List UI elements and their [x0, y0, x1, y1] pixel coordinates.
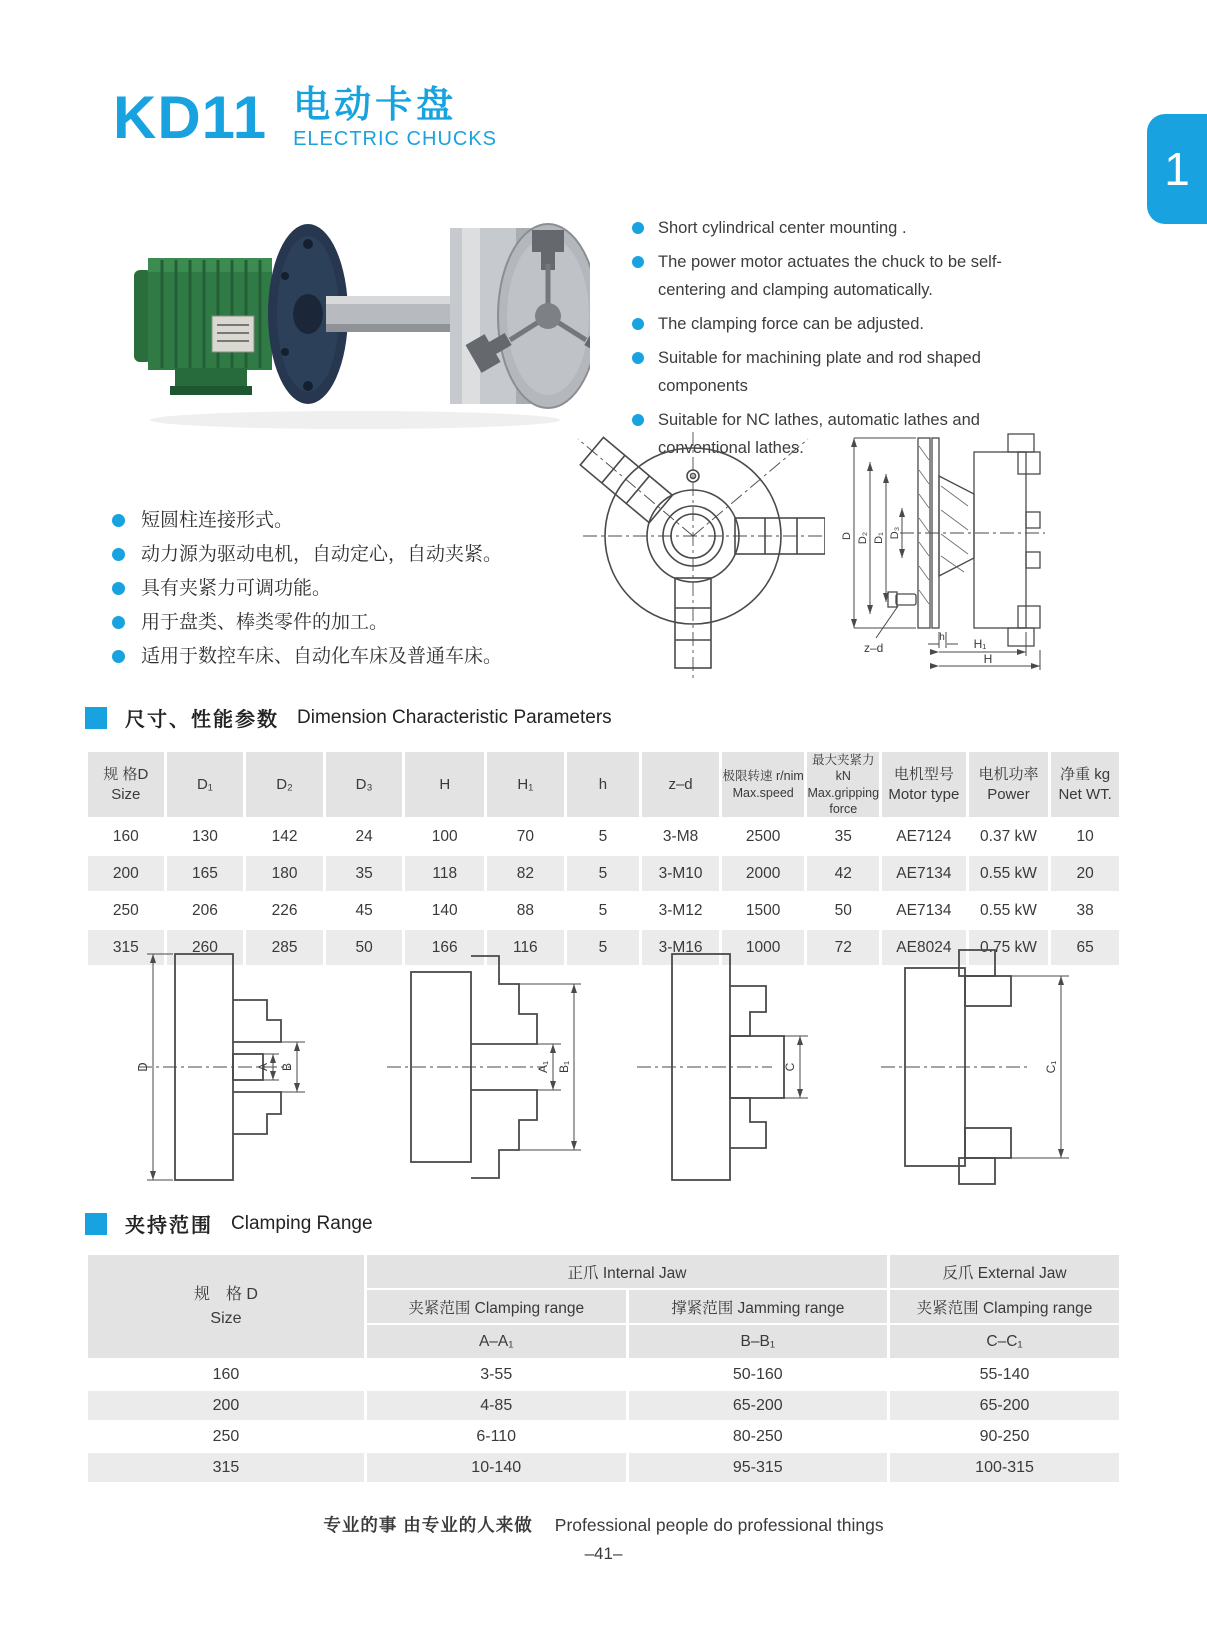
table-cell: 250: [212, 1427, 240, 1445]
table-cell: 5: [598, 827, 608, 845]
table-cell: 10: [1076, 827, 1094, 845]
table-header-cell: 规 格 D Size: [88, 1255, 364, 1358]
table-header-cell: 夹紧范围 Clamping range: [367, 1290, 626, 1323]
bullet-dot-icon: [112, 650, 125, 663]
feature-text: Short cylindrical center mounting .: [658, 219, 907, 237]
bullet-dot-icon: [632, 352, 644, 364]
clamping-range-table: [85, 1253, 1122, 1484]
product-title: [293, 86, 497, 151]
table-cell: 2500: [745, 827, 781, 845]
table-cell: 100-315: [890, 1453, 1119, 1482]
table-cell: 0.55 kW: [969, 856, 1049, 891]
dim-label: H₁: [973, 637, 987, 651]
feature-item: [632, 344, 1032, 400]
table-cell: 250: [112, 901, 139, 919]
table-header-cell: D₂: [246, 752, 323, 817]
bullet-dot-icon: [632, 222, 644, 234]
section-title-en: Dimension Characteristic Parameters: [297, 706, 612, 728]
feature-text: 具有夹紧力可调功能。: [141, 578, 332, 599]
feature-item: [112, 572, 572, 606]
dim-label: B₁: [557, 1060, 571, 1074]
table-cell: 4-85: [367, 1391, 626, 1420]
model-code: KD11: [113, 84, 268, 151]
table-header-cell: 电机功率 Power: [969, 752, 1049, 817]
table-row: [88, 1453, 1119, 1482]
table-cell: 80-250: [732, 1427, 783, 1445]
table-cell: 72: [807, 930, 879, 965]
feature-text: The clamping force can be adjusted.: [658, 315, 924, 333]
feature-text: Suitable for machining plate and rod shaped components: [658, 349, 981, 395]
section-title-en: Clamping Range: [231, 1212, 373, 1234]
feature-text: The power motor actuates the chuck to be self-centering and clamping automatically.: [658, 253, 1002, 299]
table-cell: 315: [88, 930, 164, 965]
table-header-cell: D₃: [326, 752, 403, 817]
footer-slogan: [0, 1512, 1207, 1537]
table-header-cell: 极限转速 r/nim Max.speed: [722, 752, 805, 817]
table-header-cell: A–A₁: [367, 1325, 626, 1358]
dimension-table: [85, 750, 1122, 967]
section-title-zh: 尺寸、性能参数: [125, 709, 279, 731]
feature-item: [632, 310, 1032, 338]
table-cell: 1000: [722, 930, 805, 965]
bullet-dot-icon: [112, 514, 125, 527]
table-cell: 260: [167, 930, 244, 965]
table-cell: 2000: [722, 856, 805, 891]
bullet-dot-icon: [112, 548, 125, 561]
dim-label: D₃: [889, 526, 901, 540]
feature-text: Suitable for NC lathes, automatic lathes and conventional lathes.: [658, 411, 980, 457]
table-header-cell: H: [405, 752, 484, 817]
product-title-zh: 电动卡盘: [293, 84, 458, 125]
bullet-dot-icon: [632, 256, 644, 268]
table-row: [88, 1422, 1119, 1451]
footer-slogan-zh: 专业的事 由专业的人来做: [323, 1515, 533, 1535]
feature-item: [632, 248, 1032, 304]
table-cell: 165: [167, 856, 244, 891]
table-cell: 6-110: [476, 1427, 517, 1445]
dim-label: C: [783, 1062, 797, 1072]
section-marker-icon: [85, 707, 107, 729]
product-photo: [120, 198, 590, 438]
bullet-dot-icon: [632, 414, 644, 426]
feature-item: [112, 504, 572, 538]
dim-label: C₁: [1044, 1060, 1058, 1074]
section-marker-icon: [85, 1213, 107, 1235]
table-header-cell: 撑紧范围 Jamming range: [629, 1290, 888, 1323]
dim-label: D: [135, 1062, 150, 1072]
table-header-cell: 最大夹紧力 kN Max.gripping force: [807, 753, 880, 816]
table-row: [88, 1360, 1119, 1389]
table-cell: 166: [405, 930, 484, 965]
table-cell: 10-140: [367, 1453, 626, 1482]
table-cell: 315: [88, 1453, 364, 1482]
table-cell: 55-140: [979, 1365, 1030, 1383]
dim-label: D: [841, 532, 853, 540]
table-header-cell: H₁: [487, 752, 564, 817]
table-header-row: [88, 1255, 1119, 1288]
table-header-cell: 正爪 Internal Jaw: [367, 1255, 887, 1288]
table-header-cell: 夹紧范围 Clamping range: [890, 1290, 1119, 1323]
table-cell: 38: [1076, 901, 1094, 919]
table-cell: 3-M12: [658, 901, 703, 919]
table-cell: 50-160: [732, 1365, 783, 1383]
chuck-front-view-drawing: [575, 428, 825, 683]
table-cell: 50: [326, 930, 403, 965]
dim-label: h: [939, 632, 945, 643]
table-row: [88, 819, 1119, 854]
feature-text: 用于盘类、棒类零件的加工。: [141, 612, 389, 633]
table-header-cell: z–d: [642, 752, 719, 817]
table-cell: 1500: [745, 901, 781, 919]
table-cell: 0.55 kW: [980, 901, 1037, 919]
table-header-cell: D₁: [167, 752, 244, 817]
bullet-dot-icon: [112, 616, 125, 629]
table-cell: 180: [246, 856, 323, 891]
dim-label: D₂: [857, 531, 869, 545]
table-header-cell: 净重 kg Net WT.: [1051, 752, 1119, 817]
chapter-number: 1: [1164, 143, 1190, 195]
table-row: [88, 893, 1119, 928]
page-header: [113, 86, 497, 151]
feature-list-zh: [112, 504, 572, 674]
table-row: [88, 856, 1119, 891]
table-cell: 200: [88, 1391, 364, 1420]
clamping-range-drawings: [85, 942, 1122, 1194]
table-cell: 90-250: [979, 1427, 1030, 1445]
table-cell: 65-200: [629, 1391, 888, 1420]
clamp-drawing-internal-jaw-extended: [375, 942, 590, 1192]
table-header-cell: B–B₁: [629, 1325, 888, 1358]
table-cell: AE7134: [882, 856, 966, 891]
chapter-tab: [1147, 114, 1207, 224]
table-cell: 226: [271, 901, 298, 919]
dim-label: B: [280, 1062, 294, 1072]
chuck-section-view-drawing: [840, 426, 1050, 674]
feature-item: [112, 538, 572, 572]
table-header-cell: 规 格D Size: [88, 752, 164, 817]
table-cell: 160: [212, 1365, 240, 1383]
table-cell: 65: [1051, 930, 1119, 965]
page-number: –41–: [584, 1544, 623, 1563]
table-cell: 88: [516, 901, 534, 919]
table-cell: 3-M10: [642, 856, 719, 891]
table-cell: 206: [191, 901, 218, 919]
table-cell: 35: [834, 827, 852, 845]
clamp-drawing-external-jaw: [622, 942, 837, 1192]
table-cell: 70: [516, 827, 534, 845]
feature-item: [112, 606, 572, 640]
section-title-dimensions: [85, 703, 612, 732]
table-cell: 0.37 kW: [980, 827, 1037, 845]
table-cell: 50: [834, 901, 852, 919]
table-cell: 82: [487, 856, 564, 891]
table-cell: 24: [355, 827, 373, 845]
dim-label: A₁: [536, 1060, 550, 1074]
table-cell: 20: [1051, 856, 1119, 891]
table-header-row: [88, 752, 1119, 817]
table-cell: 142: [271, 827, 298, 845]
table-cell: 5: [567, 856, 640, 891]
dim-label: A: [256, 1062, 270, 1072]
table-header-cell: 反爪 External Jaw: [890, 1255, 1119, 1288]
table-cell: AE7124: [896, 827, 952, 845]
table-cell: 130: [191, 827, 218, 845]
table-cell: 42: [807, 856, 879, 891]
table-cell: 5: [567, 930, 640, 965]
bullet-dot-icon: [112, 582, 125, 595]
feature-item: [112, 640, 572, 674]
table-cell: 200: [88, 856, 164, 891]
dim-label: D₁: [873, 532, 885, 544]
footer-slogan-en: Professional people do professional things: [554, 1515, 884, 1535]
table-cell: AE8024: [882, 930, 966, 965]
table-cell: 100: [431, 827, 458, 845]
clamp-drawing-internal-jaw: [123, 942, 343, 1192]
dim-label: z–d: [864, 641, 884, 655]
table-cell: 0.75 kW: [969, 930, 1049, 965]
table-cell: 45: [355, 901, 373, 919]
table-cell: 35: [326, 856, 403, 891]
section-title-zh: 夹持范围: [125, 1215, 213, 1237]
table-cell: 116: [487, 930, 564, 965]
table-row: [88, 1391, 1119, 1420]
table-cell: 3-M16: [642, 930, 719, 965]
table-cell: 160: [112, 827, 139, 845]
product-title-en: ELECTRIC CHUCKS: [293, 127, 498, 150]
table-cell: AE7134: [896, 901, 952, 919]
clamp-drawing-external-jaw-extended: [869, 942, 1084, 1192]
table-cell: 118: [405, 856, 484, 891]
table-cell: 3-M8: [662, 827, 699, 845]
table-cell: 285: [246, 930, 323, 965]
section-title-clamping-range: [85, 1209, 373, 1238]
table-cell: 3-55: [480, 1365, 513, 1383]
bullet-dot-icon: [632, 318, 644, 330]
table-cell: 5: [598, 901, 608, 919]
feature-text: 动力源为驱动电机，自动定心，自动夹紧。: [141, 544, 503, 565]
table-cell: 140: [431, 901, 458, 919]
dim-label: H: [983, 652, 993, 666]
feature-text: 短圆柱连接形式。: [141, 510, 294, 531]
table-cell: 95-315: [629, 1453, 888, 1482]
table-header-cell: C–C₁: [890, 1325, 1119, 1358]
table-header-cell: h: [567, 752, 640, 817]
feature-text: 适用于数控车床、自动化车床及普通车床。: [141, 646, 503, 667]
table-header-cell: 电机型号 Motor type: [882, 752, 966, 817]
table-cell: 65-200: [890, 1391, 1119, 1420]
feature-item: [632, 214, 1032, 242]
